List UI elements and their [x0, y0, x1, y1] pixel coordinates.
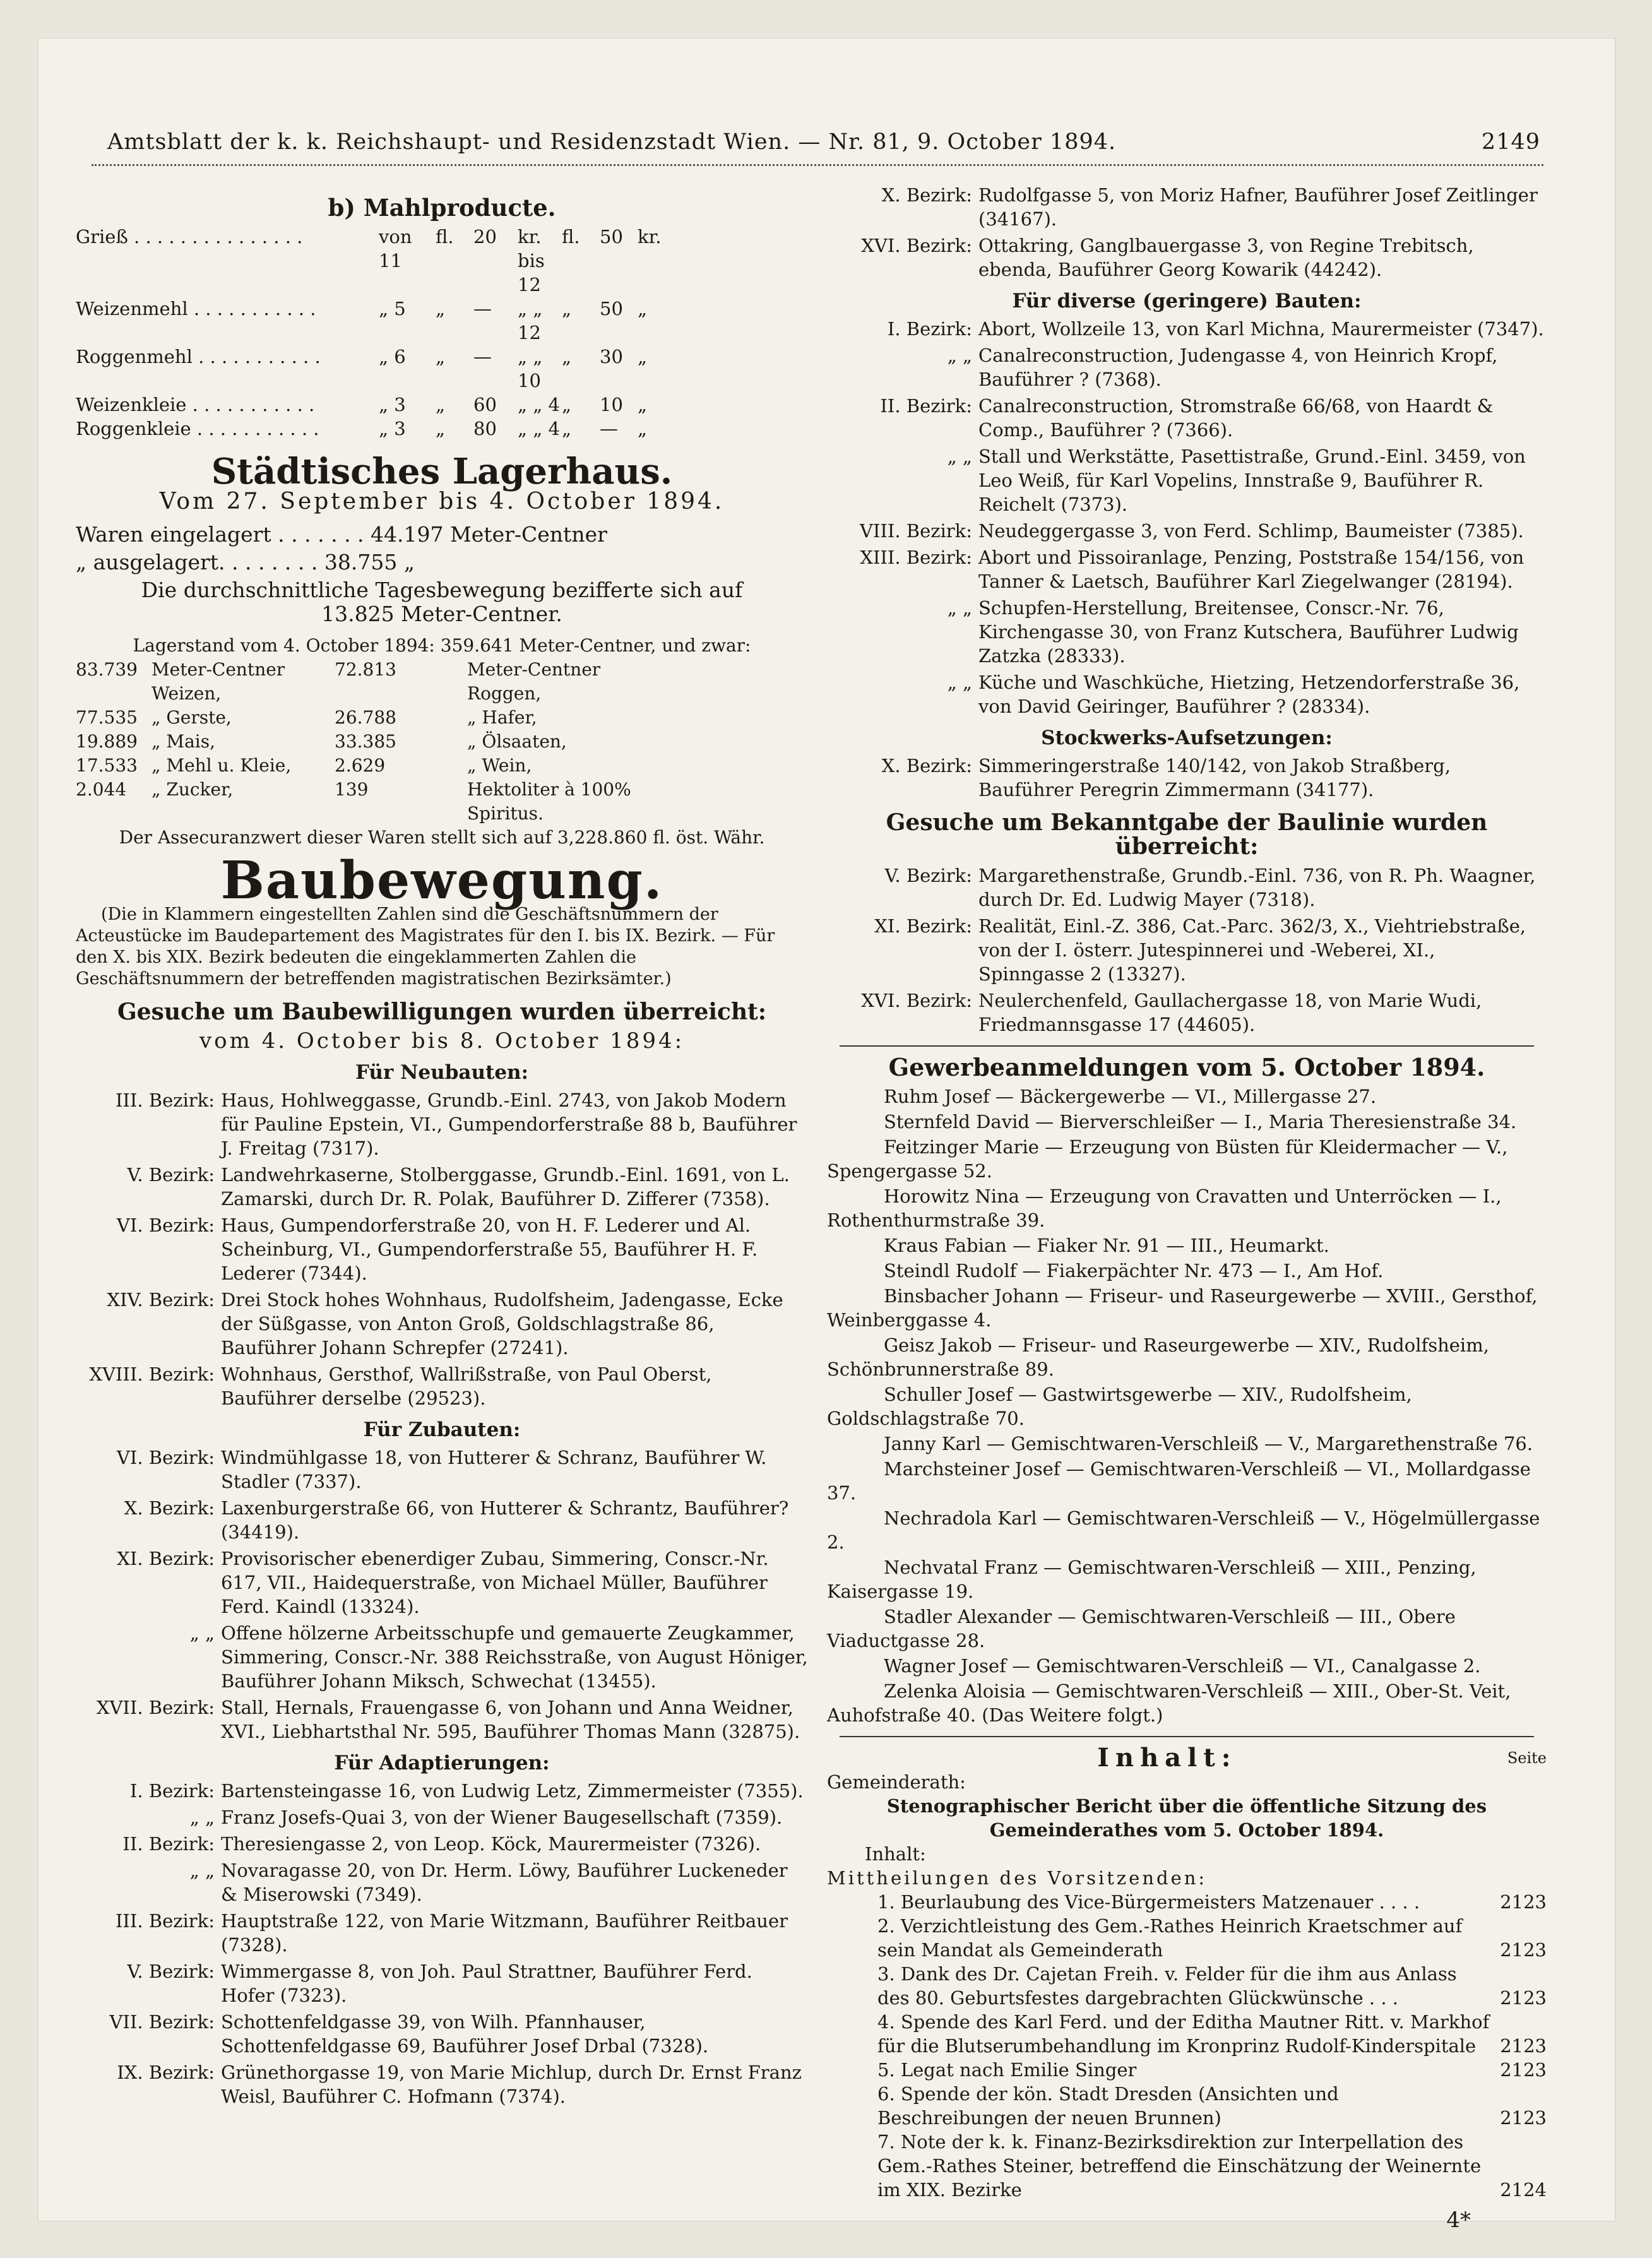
entry-row — [76, 1496, 808, 1544]
baulinie-title: Gesuche um Bekanntgabe der Baulinie wurden überreicht: — [886, 809, 1488, 860]
price-cell: kr. bis 12 — [518, 226, 545, 295]
entry-district: VI. Bezirk: — [116, 1447, 215, 1468]
bau-note: (Die in Klammern eingestellten Zahlen sind die Geschäftsnummern der Acteustücke im Baudepartement des Magistrates für den I. bis IX. Bezirk. — Für den X. bis XIX. Bezirk bedeuten die eingeklammerten Zahlen die Geschäftsnummern der betreffenden magistratischen Bezirksämter.) — [76, 905, 775, 989]
toc-text: 1. Beurlaubung des Vice-Bürgermeisters Matzenauer . . . . — [877, 1891, 1420, 1913]
price-cell: „ — [562, 346, 572, 367]
price-cell: kr. — [638, 226, 662, 247]
price-row — [76, 225, 808, 297]
stock-title: Stockwerks-Aufsetzungen: — [1041, 727, 1333, 749]
lager-cell: „ Wein, — [467, 755, 532, 776]
entry-district: „ „ — [947, 597, 972, 619]
lager-in-text: Waren eingelagert . . . . . . . 44.197 Meter-Centner — [76, 522, 607, 547]
entry-text: Küche und Waschküche, Hietzing, Hetzendorferstraße 36, von David Geiringer, Bauführer ? (28334). — [978, 672, 1520, 717]
gemeinderath-label: Gemeinderath: — [827, 1771, 966, 1793]
gewerbe-item: Wagner Josef — Gemischtwaren-Verschleiß — VI., Canalgasse 2. — [884, 1655, 1481, 1677]
entry-row — [76, 1288, 808, 1360]
price-cell: „ — [562, 394, 572, 415]
entry-row — [76, 1696, 808, 1744]
entry-row — [827, 596, 1547, 668]
price-cell: „ — [436, 418, 446, 439]
lager-avg1: Die durchschnittliche Tagesbewegung bezifferte sich auf — [141, 578, 743, 602]
adapt-continued-list — [827, 183, 1547, 282]
divers-list — [827, 317, 1547, 718]
toc-text: 5. Legat nach Emilie Singer — [877, 2059, 1137, 2081]
lager-row — [76, 778, 808, 826]
lager-out — [76, 550, 808, 574]
entry-district: „ „ — [189, 1807, 215, 1828]
entry-row — [76, 2060, 808, 2108]
entry-district: „ „ — [189, 1860, 215, 1881]
gewerbe-item: Nechvatal Franz — Gemischtwaren-Verschleiß — XIII., Penzing, Kaisergasse 19. — [827, 1557, 1477, 1602]
entry-district: XVI. Bezirk: — [861, 235, 972, 256]
price-cell: „ — [638, 394, 648, 415]
price-cell: „ — [638, 298, 648, 319]
price-cell: Weizenkleie . . . . . . . . . . . — [76, 394, 315, 415]
entry-row — [76, 2010, 808, 2058]
baulinie-list — [827, 864, 1547, 1037]
entry-district: VIII. Bezirk: — [860, 520, 972, 542]
entry-text: Haus, Gumpendorferstraße 20, von H. F. Lederer und Al. Scheinburg, VI., Gumpendorferstraße 55, Bauführer H. F. Lederer (7344). — [221, 1215, 758, 1284]
entry-district: „ „ — [189, 1622, 215, 1644]
lager-cell: 2.044 — [76, 779, 127, 800]
entry-text: Ottakring, Ganglbauergasse 3, von Regine Trebitsch, ebenda, Bauführer Georg Kowarik (44242). — [978, 235, 1474, 280]
price-cell: — — [473, 298, 492, 319]
gewerbe-item: Sternfeld David — Bierverschleißer — I., Maria Theresienstraße 34. — [884, 1111, 1517, 1132]
entry-district: XVI. Bezirk: — [861, 990, 972, 1011]
toc-page: 2123 — [1500, 2035, 1547, 2057]
price-cell: von 11 — [379, 226, 412, 271]
price-cell: 30 — [600, 346, 623, 367]
entry-row — [76, 1446, 808, 1494]
entry-row — [827, 444, 1547, 516]
entry-row — [827, 343, 1547, 391]
baubewegung-title: Baubewegung. — [220, 850, 663, 911]
lager-avg2: 13.825 Meter-Centner. — [321, 602, 562, 626]
lager-row — [76, 658, 808, 706]
entry-text: Simmeringerstraße 140/142, von Jakob Straßberg, Bauführer Peregrin Zimmermann (34177). — [978, 755, 1451, 800]
toc-item — [827, 1914, 1547, 1962]
entry-row — [76, 1362, 808, 1410]
price-cell: „ 3 — [379, 418, 406, 439]
gewerbe-item: Stadler Alexander — Gemischtwaren-Verschleiß — III., Obere Viaductgasse 28. — [827, 1606, 1456, 1651]
entry-text: Neudeggergasse 3, von Ferd. Schlimp, Baumeister (7385). — [978, 520, 1524, 542]
lager-row — [76, 754, 808, 778]
toc-text: 3. Dank des Dr. Cajetan Freih. v. Felder für die ihm aus Anlass des 80. Geburtsfestes dargebrachten Glückwünsche . . . — [877, 1963, 1457, 2009]
entry-district: X. Bezirk: — [881, 184, 972, 206]
entry-district: III. Bezirk: — [115, 1910, 215, 1932]
entry-district: X. Bezirk: — [881, 755, 972, 776]
lager-cell — [638, 754, 789, 778]
price-row — [76, 297, 808, 345]
price-cell: „ „ 4 — [518, 394, 560, 415]
toc-item — [827, 1890, 1547, 1914]
entry-text: Stall, Hernals, Frauengasse 6, von Johann und Anna Weidner, XVI., Liebhartsthal Nr. 595, Bauführer Thomas Mann (32875). — [221, 1697, 800, 1742]
entry-row — [827, 317, 1547, 341]
gewerbe-item: Feitzinger Marie — Erzeugung von Büsten für Kleidermacher — V., Spengergasse 52. — [827, 1136, 1508, 1182]
price-cell: 80 — [473, 418, 497, 439]
price-cell: Weizenmehl . . . . . . . . . . . — [76, 298, 316, 319]
entry-text: Canalreconstruction, Stromstraße 66/68, von Haardt & Comp., Bauführer ? (7366). — [978, 395, 1494, 441]
toc-text: 6. Spende der kön. Stadt Dresden (Ansichten und Beschreibungen der neuen Brunnen) — [877, 2083, 1339, 2129]
entry-text: Grünethorgasse 19, von Marie Michlup, durch Dr. Ernst Franz Weisl, Bauführer C. Hofmann (7374). — [221, 2062, 802, 2107]
entry-row — [76, 1213, 808, 1285]
price-cell: „ „ 4 — [518, 418, 560, 439]
zubau-list — [76, 1446, 808, 1744]
neubau-list — [76, 1088, 808, 1410]
steno-title: Stenographischer Bericht über die öffentliche Sitzung des Gemeinderathes vom 5. October 1894. — [886, 1795, 1487, 1841]
entry-row — [76, 1163, 808, 1211]
entry-district: „ „ — [947, 345, 972, 366]
price-cell: „ — [638, 346, 648, 367]
toc-page: 2123 — [1500, 2059, 1547, 2081]
gewerbe-item: Zelenka Aloisia — Gemischtwaren-Verschleiß — XIII., Ober-St. Veit, Auhofstraße 40. (Das Weitere folgt.) — [827, 1680, 1511, 1726]
lagerhaus-period: Vom 27. September bis 4. October 1894. — [159, 489, 725, 514]
entry-district: II. Bezirk: — [880, 395, 972, 417]
entry-text: Drei Stock hohes Wohnhaus, Rudolfsheim, Jadengasse, Ecke der Süßgasse, von Anton Groß, Goldschlagstraße 86, Bauführer Johann Schrepfer (27241). — [221, 1289, 783, 1358]
toc-text: 2. Verzichtleistung des Gem.-Rathes Heinrich Kraetschmer auf sein Mandat als Gemeinderath — [877, 1915, 1463, 1961]
entry-district: IX. Bezirk: — [117, 2062, 215, 2083]
lager-cell: 139 — [335, 779, 369, 800]
price-cell: 50 — [600, 226, 623, 247]
lager-cell — [638, 778, 789, 826]
mahl-title: b) Mahlproducte. — [328, 194, 556, 222]
toc-list — [827, 1890, 1547, 2202]
lager-stand: Lagerstand vom 4. October 1894: 359.641 Meter-Centner, und zwar: — [133, 635, 751, 656]
entry-row — [76, 1959, 808, 2007]
entry-text: Laxenburgerstraße 66, von Hutterer & Schrantz, Bauführer? (34419). — [221, 1497, 789, 1543]
lager-cell: Meter-Centner Weizen, — [152, 659, 285, 704]
price-cell: „ — [436, 298, 446, 319]
toc-item — [827, 2010, 1547, 2058]
lager-cell: 33.385 — [335, 731, 396, 752]
entry-row — [827, 183, 1547, 231]
gewerbe-list — [827, 1084, 1547, 1727]
gewerbe-item: Nechradola Karl — Gemischtwaren-Verschleiß — V., Högelmüllergasse 2. — [827, 1507, 1540, 1553]
entry-district: XIV. Bezirk: — [107, 1289, 215, 1310]
entry-text: Hauptstraße 122, von Marie Witzmann, Bauführer Reitbauer (7328). — [221, 1910, 788, 1956]
gewerbe-item: Horowitz Nina — Erzeugung von Cravatten und Unterröcken — I., Rothenthurmstraße 39. — [827, 1185, 1502, 1231]
signature-mark: 4* — [1446, 2207, 1471, 2233]
price-cell: „ — [562, 418, 572, 439]
adapt-list — [76, 1779, 808, 2108]
section-divider-2 — [840, 1736, 1534, 1737]
lagerhaus-title: Städtisches Lagerhaus. — [211, 451, 673, 492]
lager-cell: 2.629 — [335, 755, 386, 776]
entry-text: Schupfen-Herstellung, Breitensee, Conscr.-Nr. 76, Kirchengasse 30, von Franz Kutschera, Bauführer Ludwig Zatzka (28333). — [978, 597, 1519, 667]
lager-out-text: „ ausgelagert. . . . . . . . 38.755 „ — [76, 550, 415, 574]
toc-page: 2123 — [1500, 1987, 1547, 2009]
lager-cell — [638, 658, 789, 706]
gewerbe-item: Binsbacher Johann — Friseur- und Raseurgewerbe — XVIII., Gersthof, Weinberggasse 4. — [827, 1285, 1538, 1331]
lager-row — [76, 706, 808, 730]
gewerbe-item: Ruhm Josef — Bäckergewerbe — VI., Millergasse 27. — [884, 1086, 1377, 1107]
entry-district: V. Bezirk: — [884, 865, 972, 886]
entry-text: Realität, Einl.-Z. 386, Cat.-Parc. 362/3, X., Viehtriebstraße, von der I. österr. Jutespinnerei und -Weberei, XI., Spinngasse 2 (13327). — [978, 915, 1526, 985]
entry-district: X. Bezirk: — [124, 1497, 215, 1519]
entry-text: Landwehrkaserne, Stolberggasse, Grundb.-Einl. 1691, von L. Zamarski, durch Dr. R. Polak, Bauführer D. Zifferer (7358). — [221, 1164, 790, 1209]
gewerbe-item: Janny Karl — Gemischtwaren-Verschleiß — V., Margarethenstraße 76. — [884, 1433, 1533, 1454]
entry-row — [827, 864, 1547, 912]
lager-cell: „ Zucker, — [152, 779, 234, 800]
lager-cell — [638, 730, 789, 754]
inhalt-header — [827, 1743, 1547, 1773]
entry-district: XVII. Bezirk: — [96, 1697, 215, 1718]
entry-row — [76, 1779, 808, 1803]
entry-row — [827, 234, 1547, 282]
entry-text: Abort, Wollzeile 13, von Karl Michna, Maurermeister (7347). — [978, 318, 1544, 340]
lager-cell — [638, 706, 789, 730]
price-cell: Roggenkleie . . . . . . . . . . . — [76, 418, 319, 439]
price-cell: „ — [436, 346, 446, 367]
entry-text: Margarethenstraße, Grundb.-Einl. 736, von R. Ph. Waagner, durch Dr. Ed. Ludwig Mayer (7318). — [978, 865, 1536, 910]
gesuche-title: Gesuche um Baubewilligungen wurden überreicht: — [117, 999, 767, 1025]
price-cell: Grieß . . . . . . . . . . . . . . . — [76, 226, 303, 247]
price-cell: „ „ 10 — [518, 346, 543, 391]
page-header — [107, 129, 1540, 155]
inhalt-title: Inhalt: — [1097, 1743, 1237, 1773]
neubau-title: Für Neubauten: — [355, 1061, 529, 1084]
entry-district: VII. Bezirk: — [109, 2011, 215, 2033]
lager-cell: 19.889 — [76, 731, 138, 752]
lager-table — [76, 658, 808, 826]
lager-cell: 17.533 — [76, 755, 138, 776]
entry-row — [76, 1547, 808, 1619]
entry-text: Neulerchenfeld, Gaullachergasse 18, von Marie Wudi, Friedmannsgasse 17 (44605). — [978, 990, 1482, 1035]
entry-row — [827, 754, 1547, 802]
entry-row — [827, 394, 1547, 442]
entry-district: I. Bezirk: — [129, 1780, 215, 1802]
entry-text: Bartensteingasse 16, von Ludwig Letz, Zimmermeister (7355). — [221, 1780, 804, 1802]
entry-district: V. Bezirk: — [127, 1164, 215, 1185]
entry-district: XVIII. Bezirk: — [89, 1364, 215, 1385]
entry-text: Rudolfgasse 5, von Moriz Hafner, Bauführer Josef Zeitlinger (34167). — [978, 184, 1538, 230]
lager-value: Der Assecuranzwert dieser Waren stellt sich auf 3,228.860 fl. öst. Währ. — [119, 827, 765, 848]
toc-item — [827, 2058, 1547, 2082]
entry-row — [76, 1088, 808, 1160]
entry-row — [827, 989, 1547, 1037]
price-cell: fl. — [436, 226, 454, 247]
divers-title: Für diverse (geringere) Bauten: — [1012, 290, 1362, 312]
lager-cell: Hektoliter à 100% Spiritus. — [467, 779, 631, 824]
entry-row — [76, 1909, 808, 1957]
toc-text: 7. Note der k. k. Finanz-Bezirksdirektion zur Interpellation des Gem.-Rathes Steiner, betreffend die Einschätzung der Weinernte im XIX. Bezirke — [877, 2131, 1482, 2201]
entry-district: V. Bezirk: — [127, 1961, 215, 1982]
lager-row — [76, 730, 808, 754]
page-number: 2149 — [1481, 129, 1540, 155]
lager-cell: „ Hafer, — [467, 707, 537, 728]
price-cell: 10 — [600, 394, 623, 415]
gewerbe-item: Steindl Rudolf — Fiakerpächter Nr. 473 — I., Am Hof. — [884, 1260, 1384, 1281]
price-row — [76, 393, 808, 417]
toc-page: 2124 — [1500, 2179, 1547, 2201]
lager-cell: „ Ölsaaten, — [467, 731, 567, 752]
entry-row — [76, 1858, 808, 1906]
lager-in — [76, 523, 808, 547]
entry-text: Provisorischer ebenerdiger Zubau, Simmering, Conscr.-Nr. 617, VII., Haidequerstraße, von Michael Müller, Bauführer Ferd. Kaindl (13324). — [221, 1548, 769, 1617]
price-cell: „ „ 12 — [518, 298, 543, 343]
entry-district: VI. Bezirk: — [116, 1215, 215, 1236]
price-cell: 60 — [473, 394, 497, 415]
zubau-title: Für Zubauten: — [363, 1418, 521, 1441]
entry-text: Abort und Pissoiranlage, Penzing, Poststraße 154/156, von Tanner & Laetsch, Bauführer Karl Ziegelwanger (28194). — [978, 547, 1524, 592]
price-cell: „ 6 — [379, 346, 406, 367]
lager-cell: 77.535 — [76, 707, 138, 728]
gewerbe-item: Geisz Jakob — Friseur- und Raseurgewerbe — XIV., Rudolfsheim, Schönbrunnerstraße 89. — [827, 1334, 1489, 1380]
price-cell: 20 — [473, 226, 497, 247]
entry-text: Theresiengasse 2, von Leop. Köck, Maurermeister (7326). — [221, 1833, 761, 1855]
section-divider — [840, 1045, 1534, 1047]
entry-district: III. Bezirk: — [115, 1090, 215, 1111]
entry-text: Franz Josefs-Quai 3, von der Wiener Baugesellschaft (7359). — [221, 1807, 783, 1828]
price-cell: Roggenmehl . . . . . . . . . . . — [76, 346, 321, 367]
entry-text: Haus, Hohlweggasse, Grundb.-Einl. 2743, von Jakob Modern für Pauline Epstein, VI., Gumpendorferstraße 88 b, Bauführer J. Freitag (7317). — [221, 1090, 797, 1159]
toc-page: 2123 — [1500, 2107, 1547, 2129]
price-cell: — — [473, 346, 492, 367]
price-cell: „ — [638, 418, 648, 439]
entry-text: Wohnhaus, Gersthof, Wallrißstraße, von Paul Oberst, Bauführer derselbe (29523). — [221, 1364, 712, 1409]
entry-text: Novaragasse 20, von Dr. Herm. Löwy, Bauführer Luckeneder & Miserowski (7349). — [221, 1860, 788, 1905]
lager-cell: „ Mehl u. Kleie, — [152, 755, 292, 776]
toc-page: 2123 — [1500, 1939, 1547, 1961]
entry-district: „ „ — [947, 672, 972, 693]
entry-row — [76, 1621, 808, 1693]
entry-district: XIII. Bezirk: — [860, 547, 972, 568]
entry-text: Stall und Werkstätte, Pasettistraße, Grund.-Einl. 3459, von Leo Weiß, für Karl Vopelins, Innstraße 9, Bauführer R. Reichelt (7373). — [978, 446, 1526, 515]
entry-text: Schottenfeldgasse 39, von Wilh. Pfannhauser, Schottenfeldgasse 69, Bauführer Josef Drbal (7328). — [221, 2011, 709, 2057]
left-column — [76, 183, 808, 2111]
header-rule — [92, 164, 1543, 172]
toc-item — [827, 1962, 1547, 2010]
header-title: Amtsblatt der k. k. Reichshaupt- und Residenzstadt Wien. — Nr. 81, 9. October 1894. — [107, 129, 1117, 155]
inhalt-seite: Seite — [1507, 1749, 1547, 1767]
toc-item — [827, 2130, 1547, 2202]
gesuche-period: vom 4. October bis 8. October 1894: — [199, 1028, 685, 1054]
entry-text: Wimmergasse 8, von Joh. Paul Strattner, Bauführer Ferd. Hofer (7323). — [221, 1961, 752, 2006]
price-cell: — — [600, 418, 618, 439]
entry-row — [827, 545, 1547, 593]
entry-district: II. Bezirk: — [122, 1833, 215, 1855]
lager-cell: „ Mais, — [152, 731, 215, 752]
price-cell: „ — [562, 298, 572, 319]
lager-cell: 72.813 — [335, 659, 396, 680]
entry-row — [827, 670, 1547, 718]
price-row — [76, 345, 808, 393]
entry-district: „ „ — [947, 446, 972, 467]
price-cell: „ 3 — [379, 394, 406, 415]
entry-text: Windmühlgasse 18, von Hutterer & Schranz, Bauführer W. Stadler (7337). — [221, 1447, 767, 1492]
price-cell: „ 5 — [379, 298, 406, 319]
right-column — [827, 183, 1547, 2232]
price-cell: „ — [436, 394, 446, 415]
entry-district: XI. Bezirk: — [874, 915, 972, 937]
entry-text: Canalreconstruction, Judengasse 4, von Heinrich Kropf, Bauführer ? (7368). — [978, 345, 1498, 390]
gewerbe-item: Kraus Fabian — Fiaker Nr. 91 — III., Heumarkt. — [884, 1235, 1329, 1256]
toc-page: 2123 — [1500, 1891, 1547, 1913]
price-table — [76, 225, 808, 441]
gewerbe-item: Marchsteiner Josef — Gemischtwaren-Verschleiß — VI., Mollardgasse 37. — [827, 1458, 1531, 1504]
lager-cell: „ Gerste, — [152, 707, 232, 728]
entry-district: I. Bezirk: — [887, 318, 972, 340]
entry-row — [76, 1805, 808, 1829]
mitth-label: Mittheilungen des Vorsitzenden: — [827, 1867, 1208, 1889]
price-row — [76, 417, 808, 441]
stock-list — [827, 754, 1547, 802]
entry-district: XI. Bezirk: — [117, 1548, 215, 1569]
toc-text: 4. Spende des Karl Ferd. und der Editha Mautner Ritt. v. Markhof für die Blutserumbehandlung im Kronprinz Rudolf-Kinderspitale — [877, 2011, 1490, 2057]
entry-row — [827, 519, 1547, 543]
lager-cell: 83.739 — [76, 659, 138, 680]
entry-text: Offene hölzerne Arbeitsschupfe und gemauerte Zeugkammer, Simmering, Conscr.-Nr. 388 Reichsstraße, von August Höniger, Bauführer Johann Miksch, Schwechat (13455). — [221, 1622, 808, 1692]
entry-row — [827, 914, 1547, 986]
entry-row — [76, 1832, 808, 1856]
inhalt-label: Inhalt: — [865, 1843, 926, 1865]
toc-item — [827, 2082, 1547, 2130]
price-cell: fl. — [562, 226, 580, 247]
gewerbe-title: Gewerbeanmeldungen vom 5. October 1894. — [888, 1053, 1485, 1081]
lager-cell: Meter-Centner Roggen, — [467, 659, 601, 704]
lager-cell: 26.788 — [335, 707, 396, 728]
gewerbe-item: Schuller Josef — Gastwirtsgewerbe — XIV., Rudolfsheim, Goldschlagstraße 70. — [827, 1384, 1412, 1429]
price-cell: 50 — [600, 298, 623, 319]
adapt-title: Für Adaptierungen: — [334, 1752, 550, 1774]
